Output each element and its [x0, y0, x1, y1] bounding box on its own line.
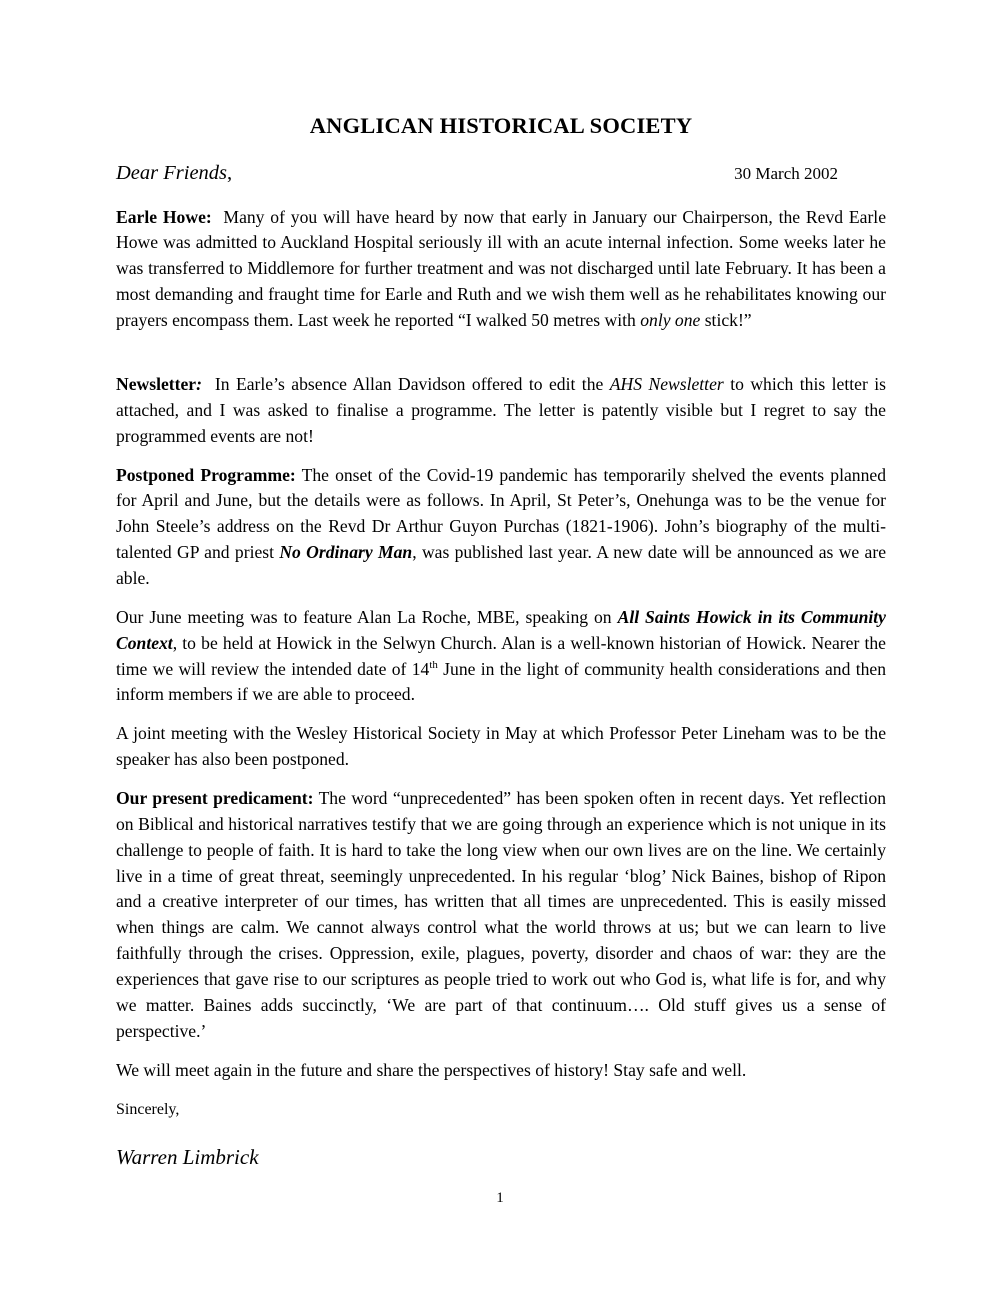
page-title: ANGLICAN HISTORICAL SOCIETY — [309, 113, 693, 138]
page-number: 1 — [496, 1190, 504, 1206]
paragraph-lead-newsletter-colon: : — [196, 373, 202, 394]
paragraph-text-cont: stick!” — [700, 310, 752, 331]
letter-date: 30 March 2002 — [734, 164, 838, 183]
paragraph-june-meeting — [116, 605, 886, 708]
ordinal-suffix: th — [429, 658, 438, 671]
signature-name: Warren Limbrick — [116, 1144, 259, 1169]
emphasis-all-saints-howick: All Saints Howick in its Community Context — [116, 606, 886, 653]
paragraph-text-cont: , to be held at Howick in the Selwyn Church. Alan is a well-known historian of Howick. Nearer the time we will review the intended date of 14 — [116, 632, 886, 679]
salutation-row — [116, 161, 886, 187]
paragraph-text: Many of you will have heard by now that early in January our Chairperson, the Revd Earle Howe was admitted to Auckland Hospital seriously ill with an acute internal infection. Some weeks later he was transferred to Middlemore for further treatment and was not discharged until late February. It has been a most demanding and fraught time for Earle and Ruth and we wish them well as he rehabilitates knowing our prayers encompass them. Last week he reported “I walked 50 metres with — [116, 206, 887, 331]
paragraph-lead-present-predicament: Our present predicament: — [116, 787, 314, 808]
paragraph-lead-newsletter: Newsletter — [116, 373, 197, 394]
paragraph-text: The onset of the Covid-19 pandemic has temporarily shelved the events planned for April and June, but the details were as follows. In April, St Peter’s, Onehunga was to be the venue for John Steele’s address on the Revd Dr Arthur Guyon Purchas (1821-1906). John’s biography of the multi-talented GP and priest — [116, 464, 886, 563]
document-body — [116, 112, 886, 1171]
salutation — [116, 161, 232, 187]
paragraph-text-cont: , was published last year. A new date will be announced as we are able. — [116, 542, 887, 588]
paragraph-text: The word “unprecedented” has been spoken often in recent days. Yet reflection on Biblical and historical narratives testify that we are going through an experience which is not unique in its challenge to people of faith. It is hard to take the long view when our own lives are on the line. We certainly live in a time of great threat, seemingly unprecedented. In his regular ‘blog’ Nick Baines, bishop of Ripon and a creative interpreter of our times, has written that all times are unprecedented. This is easily missed when things are calm. We cannot always control what the world throws at us; but we can learn to live faithfully through the crises. Oppression, exile, plagues, poverty, disorder and chaos of war: they are the experiences that gave rise to our scriptures as people tried to work out who God is, what life is for, and why we matter. Baines adds succinctly, ‘We are part of that continuum…. Old stuff gives us a sense of perspective.’ — [116, 787, 886, 1041]
paragraph-text: Our June meeting was to feature Alan La Roche, MBE, speaking on — [116, 606, 618, 627]
paragraph-closing: We will meet again in the future and share the perspectives of history! Stay safe and well. — [116, 1059, 747, 1080]
paragraph-joint-meeting: A joint meeting with the Wesley Historical Society in May at which Professor Peter Lineham was to be the speaker has also been postponed. — [116, 723, 886, 770]
signoff-sincerely: Sincerely, — [116, 1101, 180, 1119]
paragraph-text-cont: to which this letter is attached, and I was asked to finalise a programme. The letter is patently visible but I regret to say the programmed events are not! — [116, 373, 886, 446]
emphasis-only-one: only one — [640, 310, 701, 331]
paragraph-text-end: June in the light of community health considerations and then inform members if we are able to proceed. — [116, 658, 887, 705]
paragraph-text: In Earle’s absence Allan Davidson offered to edit the — [214, 373, 610, 394]
paragraph-postponed-programme — [116, 463, 886, 592]
salutation-text: Dear Friends — [116, 162, 228, 184]
emphasis-no-ordinary-man: No Ordinary Man — [279, 542, 413, 563]
paragraph-lead-earle-howe: Earle Howe: — [116, 206, 212, 227]
paragraph-lead-postponed-programme: Postponed Programme: — [116, 464, 296, 485]
paragraph-newsletter — [116, 372, 886, 450]
salutation-comma: , — [227, 162, 233, 184]
paragraph-present-predicament — [116, 786, 886, 1045]
emphasis-ahs-newsletter: AHS Newsletter — [609, 373, 724, 394]
paragraph-earle-howe — [116, 205, 886, 334]
